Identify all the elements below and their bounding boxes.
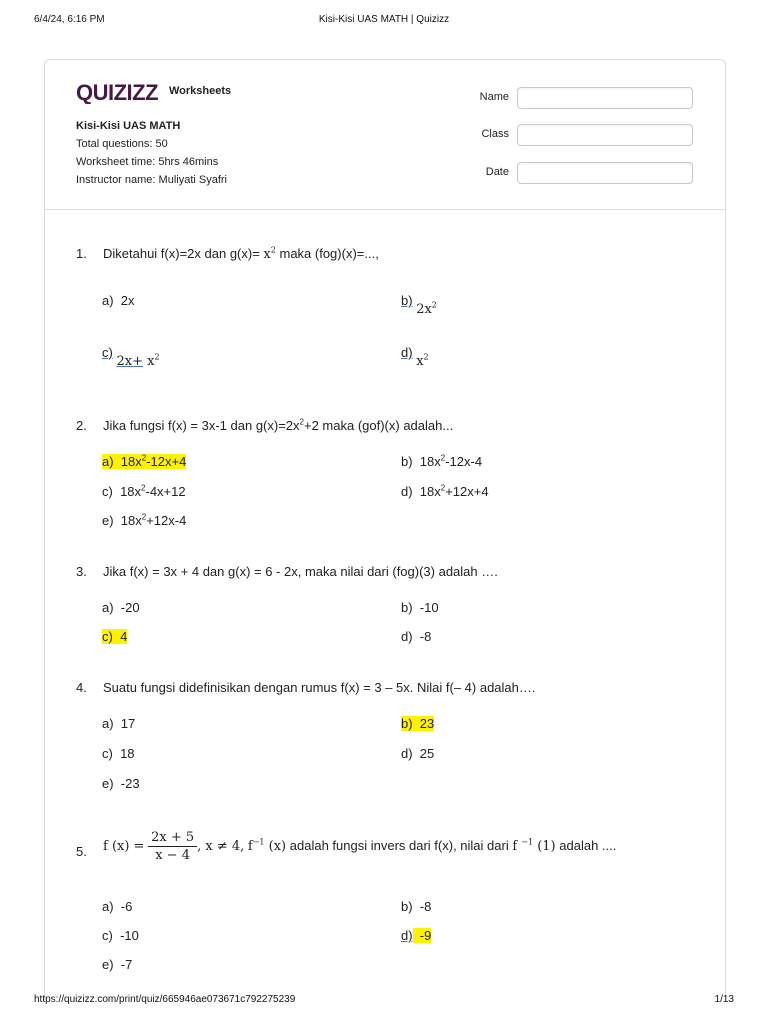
quiz-title: Kisi-Kisi UAS MATH xyxy=(76,120,181,132)
question-text: Jika f(x) = 3x + 4 dan g(x) = 6 - 2x, maka nilai dari (fog)(3) adalah …. xyxy=(103,564,498,579)
q5-option-d[interactable]: d) -9 xyxy=(401,928,432,943)
q5-option-e[interactable]: e) -7 xyxy=(102,957,133,972)
q3-option-b[interactable]: b) -10 xyxy=(401,600,439,615)
q2-option-d[interactable]: d) $18x^2+12x+4$ xyxy=(401,483,489,499)
print-footer xyxy=(34,994,734,1008)
q3-option-a[interactable]: a) -20 xyxy=(102,600,140,615)
worksheet-info-panel xyxy=(45,60,725,210)
date-label: Date xyxy=(485,166,509,178)
q2-option-a[interactable]: a) $18x^2-12x+4$ xyxy=(102,453,187,469)
q4-option-c[interactable]: c) 18 xyxy=(102,746,135,761)
q5-option-a[interactable]: a) -6 xyxy=(102,899,133,914)
question-number: 4. xyxy=(76,680,87,695)
q2-option-b[interactable]: b) $18x^2-12x-4$ xyxy=(401,453,483,469)
print-datetime: 6/4/24, 6:16 PM xyxy=(34,14,105,25)
question-number: 2. xyxy=(76,418,87,433)
page-number: 1/13 xyxy=(714,994,734,1005)
q1-option-d[interactable]: d) $x^2$ xyxy=(401,345,429,369)
q4-option-b[interactable]: b) 23 xyxy=(401,716,435,731)
quizizz-logo xyxy=(76,80,166,104)
logo-text: QUIZIZZ xyxy=(76,80,159,104)
q5-option-b[interactable]: b) -8 xyxy=(401,899,432,914)
question-number: 5. xyxy=(76,844,87,859)
q5-option-c[interactable]: c) -10 xyxy=(102,928,139,943)
q4-option-d[interactable]: d) 25 xyxy=(401,746,435,761)
date-field[interactable] xyxy=(517,162,693,184)
worksheet-time: Worksheet time: 5hrs 46mins xyxy=(76,156,219,168)
q4-option-e[interactable]: e) -23 xyxy=(102,776,140,791)
q3-option-c[interactable]: c) 4 xyxy=(102,629,128,644)
print-title: Kisi-Kisi UAS MATH | Quizizz xyxy=(318,14,450,25)
worksheet xyxy=(44,59,726,1000)
fraction: $\frac{2x + 5}{x - 4}$ xyxy=(148,830,197,863)
q4-option-a[interactable]: a) 17 xyxy=(102,716,136,731)
q1-option-c[interactable]: c) $2x+ x^2$ xyxy=(102,345,160,369)
q1-option-b[interactable]: b) $2x^2$ xyxy=(401,293,437,317)
q3-option-d[interactable]: d) -8 xyxy=(401,629,432,644)
question-text: Suatu fungsi didefinisikan dengan rumus f(x) = 3 – 5x. Nilai f(– 4) adalah…. xyxy=(103,680,536,695)
instructor-name: Instructor name: Muliyati Syafri xyxy=(76,174,227,186)
question-number: 1. xyxy=(76,246,87,261)
question-number: 3. xyxy=(76,564,87,579)
q2-option-e[interactable]: e) $18x^2+12x-4$ xyxy=(102,512,187,528)
total-questions: Total questions: 50 xyxy=(76,138,168,150)
name-field[interactable] xyxy=(517,87,693,109)
class-field[interactable] xyxy=(517,124,693,146)
question-text: Jika fungsi f(x) = 3x-1 dan $g(x)=2x^2+2$ maka (gof)(x) adalah... xyxy=(103,417,454,433)
q1-option-a[interactable]: a) 2x xyxy=(102,293,135,308)
name-label: Name xyxy=(479,91,509,103)
class-label: Class xyxy=(481,128,509,140)
print-url[interactable]: https://quizizz.com/print/quiz/665946ae073671c792275239 xyxy=(34,994,296,1005)
q2-option-c[interactable]: c) $18x^2-4x+12$ xyxy=(102,483,186,499)
logo-subtitle: Worksheets xyxy=(169,85,232,97)
question-text: Diketahui f(x)=2x dan $g(x)= x^2$ maka (fog)(x)=..., xyxy=(103,245,379,262)
question-text: f (x) = $\frac{2x + 5}{x - 4}$ , x ≠ 4, $f^{-1}$ (x) adalah fungsi invers dari f(x), nilai dari f $^{-1}$ (1) adalah .... xyxy=(103,830,617,863)
print-header xyxy=(34,14,734,28)
